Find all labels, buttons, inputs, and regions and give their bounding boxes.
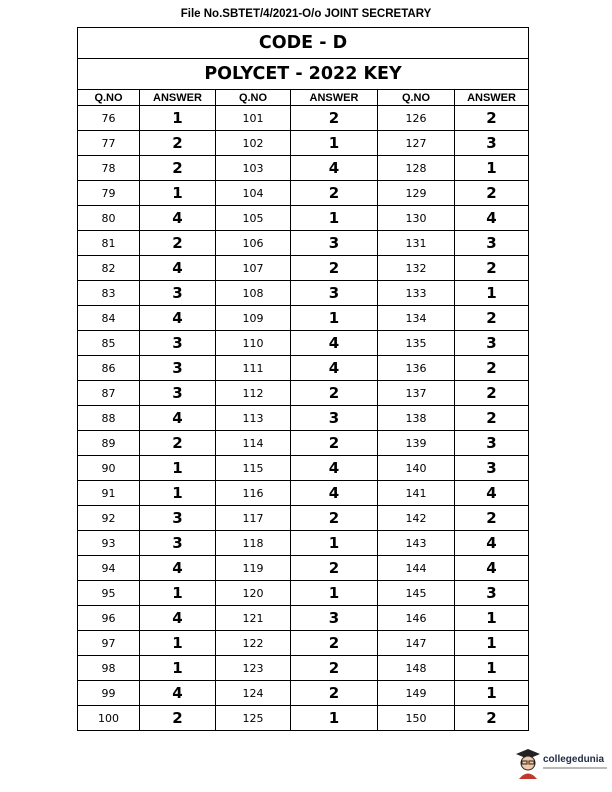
- student-mascot-icon: [515, 748, 541, 780]
- question-number-cell: 88: [78, 406, 140, 431]
- question-number-cell: 95: [78, 581, 140, 606]
- answer-cell: 2: [291, 656, 378, 681]
- table-row: [78, 581, 529, 606]
- table-row: [78, 356, 529, 381]
- question-number-cell: 83: [78, 281, 140, 306]
- answer-cell: 2: [291, 256, 378, 281]
- question-number-cell: 100: [78, 706, 140, 731]
- question-number-cell: 130: [378, 206, 455, 231]
- question-number-cell: 133: [378, 281, 455, 306]
- question-number-cell: 117: [216, 506, 291, 531]
- answer-cell: 2: [455, 506, 529, 531]
- answer-cell: 1: [140, 631, 216, 656]
- answer-cell: 4: [140, 681, 216, 706]
- answer-cell: 1: [291, 131, 378, 156]
- answer-cell: 2: [455, 356, 529, 381]
- answer-cell: 2: [140, 231, 216, 256]
- question-number-cell: 110: [216, 331, 291, 356]
- answer-cell: 4: [140, 406, 216, 431]
- answer-cell: 4: [291, 481, 378, 506]
- question-number-cell: 136: [378, 356, 455, 381]
- key-title: POLYCET - 2022 KEY: [78, 59, 529, 90]
- table-row: [78, 606, 529, 631]
- question-number-cell: 148: [378, 656, 455, 681]
- answer-cell: 4: [140, 256, 216, 281]
- question-number-cell: 147: [378, 631, 455, 656]
- answer-cell: 3: [140, 331, 216, 356]
- answer-cell: 1: [455, 656, 529, 681]
- question-number-cell: 86: [78, 356, 140, 381]
- answer-cell: 1: [455, 156, 529, 181]
- answer-cell: 3: [455, 431, 529, 456]
- file-number-header: File No.SBTET/4/2021-O/o JOINT SECRETARY: [180, 8, 432, 20]
- question-number-cell: 127: [378, 131, 455, 156]
- table-row: [78, 631, 529, 656]
- question-number-cell: 108: [216, 281, 291, 306]
- answer-cell: 4: [455, 206, 529, 231]
- question-number-cell: 112: [216, 381, 291, 406]
- question-number-cell: 87: [78, 381, 140, 406]
- table-row: [78, 156, 529, 181]
- answer-cell: 4: [140, 206, 216, 231]
- table-row: [78, 256, 529, 281]
- question-number-cell: 118: [216, 531, 291, 556]
- question-number-cell: 82: [78, 256, 140, 281]
- answer-cell: 1: [140, 581, 216, 606]
- question-number-cell: 89: [78, 431, 140, 456]
- answer-cell: 2: [455, 256, 529, 281]
- answer-cell: 2: [455, 181, 529, 206]
- question-number-cell: 129: [378, 181, 455, 206]
- answer-cell: 1: [455, 281, 529, 306]
- answer-cell: 3: [291, 281, 378, 306]
- question-number-cell: 145: [378, 581, 455, 606]
- table-row: [78, 531, 529, 556]
- question-number-cell: 138: [378, 406, 455, 431]
- column-header-qno: Q.NO: [78, 90, 140, 106]
- question-number-cell: 99: [78, 681, 140, 706]
- answer-cell: 4: [291, 356, 378, 381]
- question-number-cell: 78: [78, 156, 140, 181]
- answer-cell: 4: [291, 331, 378, 356]
- answer-cell: 1: [140, 106, 216, 131]
- question-number-cell: 90: [78, 456, 140, 481]
- question-number-cell: 139: [378, 431, 455, 456]
- answer-cell: 2: [140, 706, 216, 731]
- question-number-cell: 121: [216, 606, 291, 631]
- question-number-cell: 77: [78, 131, 140, 156]
- table-row: [78, 381, 529, 406]
- question-number-cell: 141: [378, 481, 455, 506]
- answer-cell: 3: [140, 281, 216, 306]
- table-row: [78, 306, 529, 331]
- table-row: [78, 406, 529, 431]
- question-number-cell: 144: [378, 556, 455, 581]
- answer-cell: 2: [140, 131, 216, 156]
- answer-cell: 3: [291, 231, 378, 256]
- question-number-cell: 128: [378, 156, 455, 181]
- table-row: [78, 131, 529, 156]
- table-row: [78, 506, 529, 531]
- table-row: [78, 431, 529, 456]
- answer-cell: 3: [455, 456, 529, 481]
- answer-cell: 2: [455, 381, 529, 406]
- answer-cell: 2: [455, 406, 529, 431]
- question-number-cell: 107: [216, 256, 291, 281]
- question-number-cell: 101: [216, 106, 291, 131]
- question-number-cell: 125: [216, 706, 291, 731]
- table-row: [78, 331, 529, 356]
- answer-cell: 1: [291, 531, 378, 556]
- question-number-cell: 102: [216, 131, 291, 156]
- question-number-cell: 109: [216, 306, 291, 331]
- question-number-cell: 96: [78, 606, 140, 631]
- question-number-cell: 119: [216, 556, 291, 581]
- answer-cell: 1: [291, 581, 378, 606]
- question-number-cell: 114: [216, 431, 291, 456]
- table-row: [78, 106, 529, 131]
- question-number-cell: 124: [216, 681, 291, 706]
- question-number-cell: 81: [78, 231, 140, 256]
- answer-cell: 2: [140, 431, 216, 456]
- question-number-cell: 106: [216, 231, 291, 256]
- logo-text: collegedunia: [543, 754, 605, 765]
- answer-cell: 4: [140, 556, 216, 581]
- answer-cell: 4: [291, 456, 378, 481]
- answer-cell: 4: [140, 606, 216, 631]
- question-number-cell: 93: [78, 531, 140, 556]
- question-number-cell: 80: [78, 206, 140, 231]
- question-number-cell: 126: [378, 106, 455, 131]
- table-row: [78, 556, 529, 581]
- table-row: [78, 681, 529, 706]
- code-title: CODE - D: [78, 28, 529, 59]
- answer-cell: 2: [455, 706, 529, 731]
- answer-cell: 3: [455, 231, 529, 256]
- answer-cell: 3: [455, 331, 529, 356]
- answer-cell: 2: [291, 381, 378, 406]
- question-number-cell: 79: [78, 181, 140, 206]
- answer-cell: 2: [140, 156, 216, 181]
- question-number-cell: 104: [216, 181, 291, 206]
- answer-cell: 1: [291, 306, 378, 331]
- answer-cell: 1: [455, 631, 529, 656]
- answer-cell: 1: [140, 456, 216, 481]
- column-header-qno: Q.NO: [378, 90, 455, 106]
- answer-cell: 4: [140, 306, 216, 331]
- answer-cell: 3: [140, 356, 216, 381]
- answer-cell: 1: [455, 681, 529, 706]
- question-number-cell: 116: [216, 481, 291, 506]
- column-header-answer: ANSWER: [140, 90, 216, 106]
- question-number-cell: 123: [216, 656, 291, 681]
- answer-cell: 2: [291, 506, 378, 531]
- answer-key-table: [77, 27, 529, 731]
- table-row: [78, 481, 529, 506]
- question-number-cell: 85: [78, 331, 140, 356]
- question-number-cell: 111: [216, 356, 291, 381]
- question-number-cell: 105: [216, 206, 291, 231]
- question-number-cell: 92: [78, 506, 140, 531]
- answer-cell: 4: [455, 556, 529, 581]
- question-number-cell: 134: [378, 306, 455, 331]
- logo-tagline-mark: [543, 767, 607, 769]
- answer-cell: 1: [140, 181, 216, 206]
- answer-cell: 2: [291, 431, 378, 456]
- answer-cell: 3: [291, 606, 378, 631]
- question-number-cell: 143: [378, 531, 455, 556]
- answer-cell: 3: [455, 131, 529, 156]
- answer-cell: 1: [140, 481, 216, 506]
- table-row: [78, 181, 529, 206]
- table-row: [78, 281, 529, 306]
- answer-cell: 2: [291, 631, 378, 656]
- answer-cell: 1: [455, 606, 529, 631]
- column-header-answer: ANSWER: [455, 90, 529, 106]
- table-row: [78, 206, 529, 231]
- question-number-cell: 91: [78, 481, 140, 506]
- answer-cell: 3: [455, 581, 529, 606]
- question-number-cell: 84: [78, 306, 140, 331]
- answer-cell: 2: [291, 181, 378, 206]
- question-number-cell: 97: [78, 631, 140, 656]
- question-number-cell: 150: [378, 706, 455, 731]
- question-number-cell: 115: [216, 456, 291, 481]
- table-row: [78, 231, 529, 256]
- question-number-cell: 137: [378, 381, 455, 406]
- answer-cell: 3: [140, 381, 216, 406]
- answer-cell: 3: [140, 506, 216, 531]
- collegedunia-logo: [515, 748, 607, 782]
- question-number-cell: 103: [216, 156, 291, 181]
- question-number-cell: 94: [78, 556, 140, 581]
- column-header-answer: ANSWER: [291, 90, 378, 106]
- answer-cell: 4: [291, 156, 378, 181]
- question-number-cell: 120: [216, 581, 291, 606]
- question-number-cell: 146: [378, 606, 455, 631]
- answer-cell: 3: [140, 531, 216, 556]
- answer-cell: 4: [455, 481, 529, 506]
- table-row: [78, 706, 529, 731]
- answer-cell: 3: [291, 406, 378, 431]
- question-number-cell: 122: [216, 631, 291, 656]
- answer-key-body: [78, 106, 529, 731]
- question-number-cell: 140: [378, 456, 455, 481]
- question-number-cell: 76: [78, 106, 140, 131]
- answer-cell: 4: [455, 531, 529, 556]
- question-number-cell: 135: [378, 331, 455, 356]
- question-number-cell: 113: [216, 406, 291, 431]
- answer-cell: 1: [291, 706, 378, 731]
- answer-cell: 2: [291, 106, 378, 131]
- question-number-cell: 131: [378, 231, 455, 256]
- question-number-cell: 132: [378, 256, 455, 281]
- answer-cell: 1: [291, 206, 378, 231]
- table-row: [78, 456, 529, 481]
- answer-cell: 1: [140, 656, 216, 681]
- answer-cell: 2: [455, 306, 529, 331]
- question-number-cell: 149: [378, 681, 455, 706]
- answer-cell: 2: [291, 681, 378, 706]
- column-header-qno: Q.NO: [216, 90, 291, 106]
- table-row: [78, 656, 529, 681]
- answer-cell: 2: [455, 106, 529, 131]
- question-number-cell: 98: [78, 656, 140, 681]
- answer-cell: 2: [291, 556, 378, 581]
- question-number-cell: 142: [378, 506, 455, 531]
